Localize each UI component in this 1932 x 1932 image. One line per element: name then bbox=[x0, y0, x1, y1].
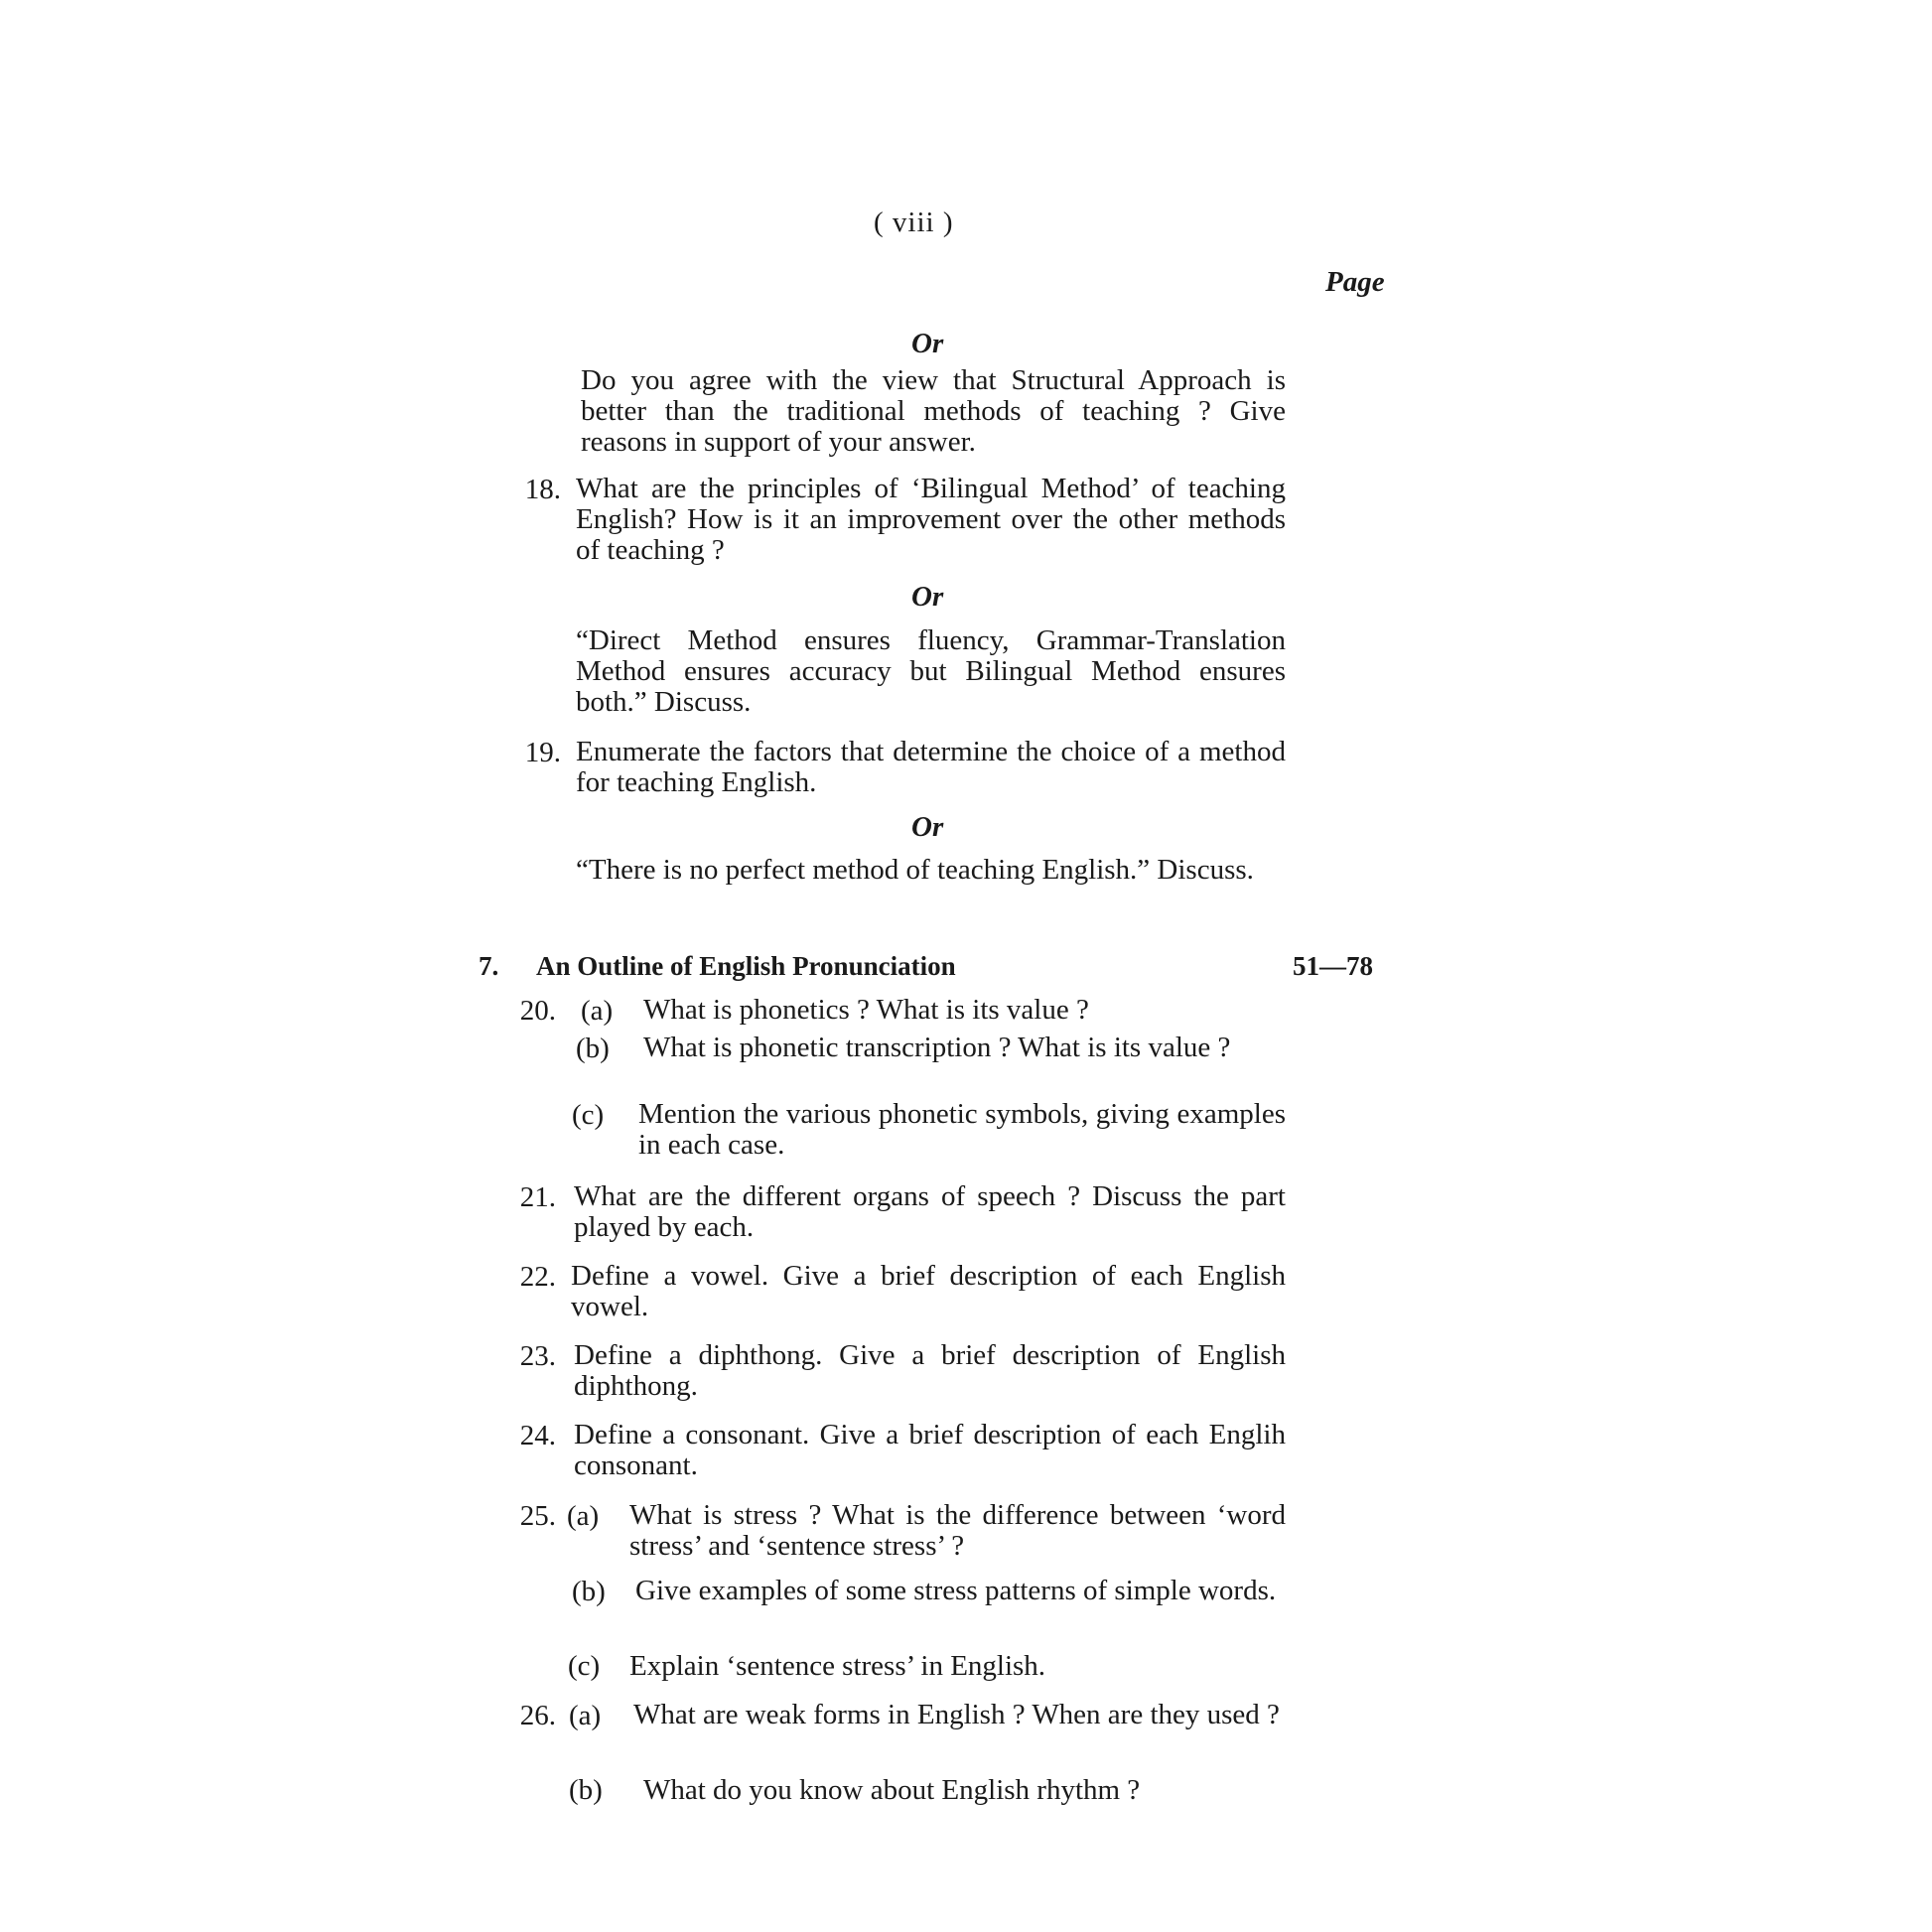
question-22-text: Define a vowel. Give a brief description of each English vowel. bbox=[571, 1260, 1286, 1322]
sub-label: (b) bbox=[576, 1033, 610, 1064]
question-number: 21. bbox=[519, 1181, 556, 1213]
question-number: 23. bbox=[519, 1340, 556, 1372]
question-number: 22. bbox=[519, 1261, 556, 1293]
chapter-title: An Outline of English Pronunciation bbox=[536, 951, 956, 981]
question-20a-text: What is phonetics ? What is its value ? bbox=[643, 994, 1089, 1026]
question-20c-text: Mention the various phonetic symbols, giving examples in each case. bbox=[638, 1098, 1286, 1161]
question-25b-text: Give examples of some stress patterns of simple words. bbox=[635, 1575, 1277, 1606]
question-20b-text: What is phonetic transcription ? What is its value ? bbox=[643, 1032, 1231, 1063]
question-21-text: What are the different organs of speech ? Discuss the part played by each. bbox=[574, 1180, 1286, 1243]
or-separator: Or bbox=[911, 328, 944, 359]
question-number: 20. bbox=[519, 995, 556, 1027]
chapter-page-range: 51—78 bbox=[1293, 951, 1373, 981]
question-25a-text: What is stress ? What is the difference between ‘word stress’ and ‘sentence stress’ ? bbox=[629, 1499, 1286, 1562]
question-23-text: Define a diphthong. Give a brief description of English diphthong. bbox=[574, 1339, 1286, 1402]
question-number: 24. bbox=[519, 1420, 556, 1451]
chapter-number: 7. bbox=[479, 951, 499, 981]
sub-label: (b) bbox=[572, 1576, 606, 1607]
question-19-alternative: “There is no perfect method of teaching English.” Discuss. bbox=[576, 854, 1254, 886]
question-number: 19. bbox=[524, 737, 561, 768]
question-25c-text: Explain ‘sentence stress’ in English. bbox=[629, 1650, 1046, 1682]
sub-label: (b) bbox=[569, 1774, 603, 1806]
page-number: ( viii ) bbox=[874, 207, 954, 238]
question-number: 25. bbox=[519, 1500, 556, 1532]
question-18-alternative: “Direct Method ensures fluency, Grammar-Translation Method ensures accuracy but Bilingual Method ensures both.” Discuss. bbox=[576, 624, 1286, 718]
question-number: 26. bbox=[519, 1700, 556, 1731]
question-18-text: What are the principles of ‘Bilingual Method’ of teaching English? How is it an improvement over the other methods of teaching ? bbox=[576, 473, 1286, 566]
question-19-text: Enumerate the factors that determine the choice of a method for teaching English. bbox=[576, 736, 1286, 798]
or-separator: Or bbox=[911, 581, 944, 613]
sub-label: (c) bbox=[572, 1099, 605, 1131]
sub-label: (c) bbox=[568, 1650, 601, 1682]
page-column-heading: Page bbox=[1325, 266, 1385, 298]
or-separator: Or bbox=[911, 811, 944, 843]
sub-label: (a) bbox=[567, 1500, 600, 1532]
question-26a-text: What are weak forms in English ? When are they used ? bbox=[633, 1699, 1280, 1730]
question-number: 18. bbox=[524, 474, 561, 505]
sub-label: (a) bbox=[581, 995, 614, 1027]
question-17-alternative: Do you agree with the view that Structural Approach is better than the traditional methods of teaching ? Give reasons in support of your answer. bbox=[581, 364, 1286, 458]
question-24-text: Define a consonant. Give a brief description of each Englih consonant. bbox=[574, 1419, 1286, 1481]
sub-label: (a) bbox=[569, 1700, 602, 1731]
question-26b-text: What do you know about English rhythm ? bbox=[643, 1774, 1141, 1806]
